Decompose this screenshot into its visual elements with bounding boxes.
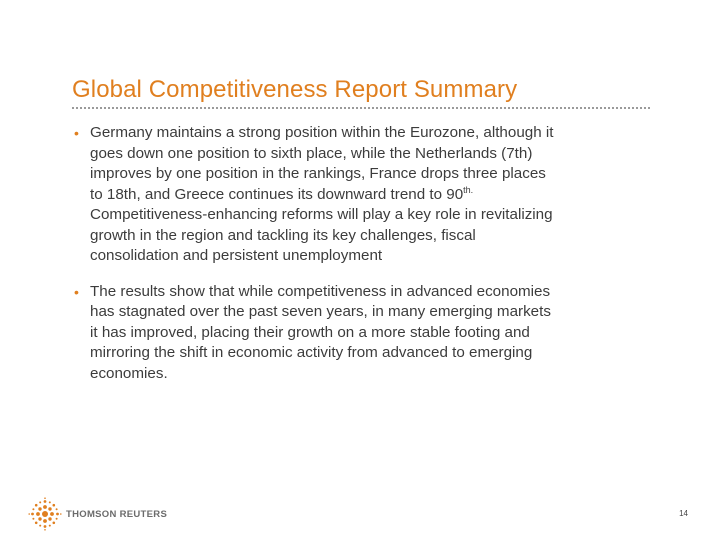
company-logo <box>28 496 167 532</box>
title-divider <box>72 107 650 109</box>
bullet-list <box>72 123 662 384</box>
ordinal-superscript: th. <box>463 184 474 195</box>
page-number: 14 <box>679 509 688 518</box>
bullet-line-text: to 18th, and Greece continues its downward trend to 90 <box>90 185 464 203</box>
bullet-line: The results show that while competitiveness in advanced economies <box>90 282 551 300</box>
bullet-line: goes down one position to sixth place, while the Netherlands (7th) <box>90 144 533 162</box>
slide-title: Global Competitiveness Report Summary <box>72 76 518 103</box>
bullet-line: improves by one position in the rankings, France drops three places <box>90 165 546 182</box>
bullet-line: Competitiveness-enhancing reforms will play a key role in revitalizing <box>90 206 553 223</box>
bullet-icon: • <box>74 125 79 141</box>
bullet-icon: • <box>74 283 79 300</box>
bullet-line: mirroring the shift in economic activity from advanced to emerging <box>90 344 533 361</box>
bullet-item <box>72 282 662 385</box>
bullet-item <box>72 123 662 267</box>
bullet-line: Germany maintains a strong position within the Eurozone, although it <box>90 124 554 141</box>
bullet-line-with-superscript <box>90 185 662 206</box>
bullet-line: has stagnated over the past seven years, in many emerging markets <box>90 303 551 320</box>
thomson-reuters-dot-globe-icon <box>28 497 62 531</box>
bullet-line: consolidation and persistent unemployment <box>90 247 383 264</box>
bullet-line: growth in the region and tackling its key challenges, fiscal <box>90 226 476 244</box>
logo-wordmark: THOMSON REUTERS <box>66 508 168 520</box>
bullet-line: it has improved, placing their growth on a more stable footing and <box>90 323 530 341</box>
bullet-line: economies. <box>90 364 168 382</box>
